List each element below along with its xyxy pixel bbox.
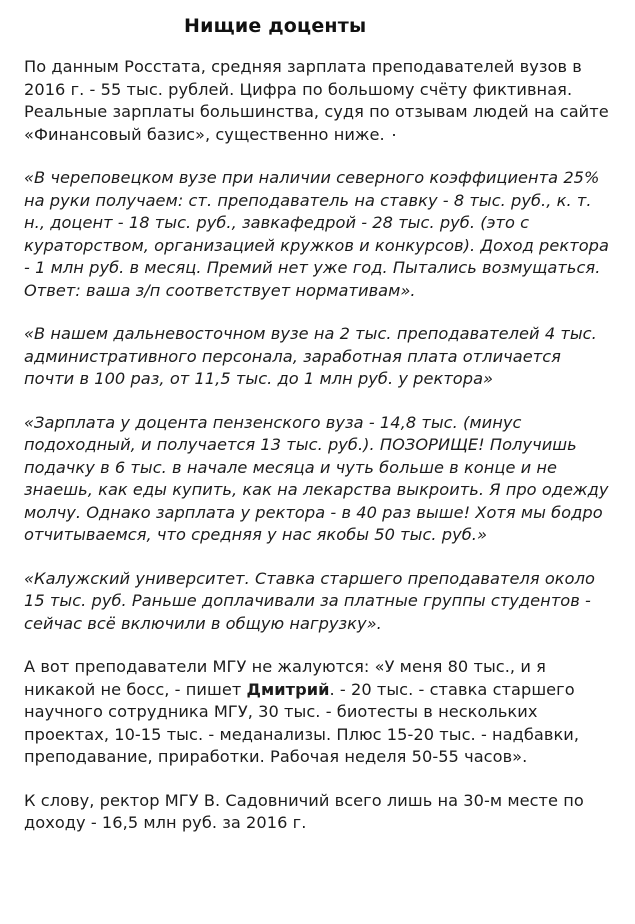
- quote-cherepovets: «В череповецком вузе при наличии северного коэффициента 25% на руки получаем: ст. преподаватель на ставку - 8 тыс. руб., к. т. н., доцент - 18 тыс. руб., завкафедрой - 28 тыс. руб. (это с кураторством, организацией кружков и конкурсов). Доход ректора - 1 млн руб. в месяц. Премий нет уже год. Пытались возмущаться. Ответ: ваша з/п соответствует нормативам».: [24, 168, 609, 300]
- mgu-paragraph: [24, 656, 611, 769]
- closing-paragraph: К слову, ректор МГУ В. Садовничий всего лишь на 30-м месте по доходу - 16,5 млн руб. за 2016 г.: [24, 790, 584, 832]
- mgu-author-name: Дмитрий: [246, 679, 330, 699]
- quote-penza: «Зарплата у доцента пензенского вуза - 14,8 тыс. (минус подоходный, и получается 13 тыс. руб.). ПОЗОРИЩЕ! Получишь подачку в 6 тыс. в начале месяца и чуть больше в конце и не знаешь, как еды купить, как на лекарства выкроить. Я про одежду молчу. Однако зарплата у ректора - в 40 раз выше! Хотя мы бодро отчитываемся, что средняя у нас якобы 50 тыс. руб.»: [24, 412, 609, 544]
- mgu-text-after: . - 20 тыс. - ставка старшего научного сотрудника МГУ, 30 тыс. - биотесты в нескольких проектах, 10-15 тыс. - меданализы. Плюс 15-20 тыс. - надбавки, преподавание, приработки. Рабочая неделя 50-55 часов».: [24, 679, 580, 766]
- quote-far-east: «В нашем дальневосточном вузе на 2 тыс. преподавателей 4 тыс. административного персонала, заработная плата отличается почти в 100 раз, от 11,5 тыс. до 1 млн руб. у ректора»: [24, 324, 597, 388]
- article-title: Нищие доценты: [184, 15, 367, 37]
- intro-text: По данным Росстата, средняя зарплата преподавателей вузов в 2016 г. - 55 тыс. рублей. Цифра по большому счёту фиктивная. Реальные зарплаты большинства, судя по отзывам людей на сайте «Финансовый базис», существенно ниже.: [24, 57, 609, 144]
- intro-paragraph: [24, 56, 611, 146]
- stray-dot: [393, 134, 395, 136]
- quote-kaluga: «Калужский университет. Ставка старшего преподавателя около 15 тыс. руб. Раньше доплачивали за платные группы студентов - сейчас всё включили в общую нагрузку».: [24, 568, 595, 633]
- mgu-text-before: А вот преподаватели МГУ не жалуются: «У меня 80 тыс., и я никакой не босс, - пишет: [24, 657, 546, 699]
